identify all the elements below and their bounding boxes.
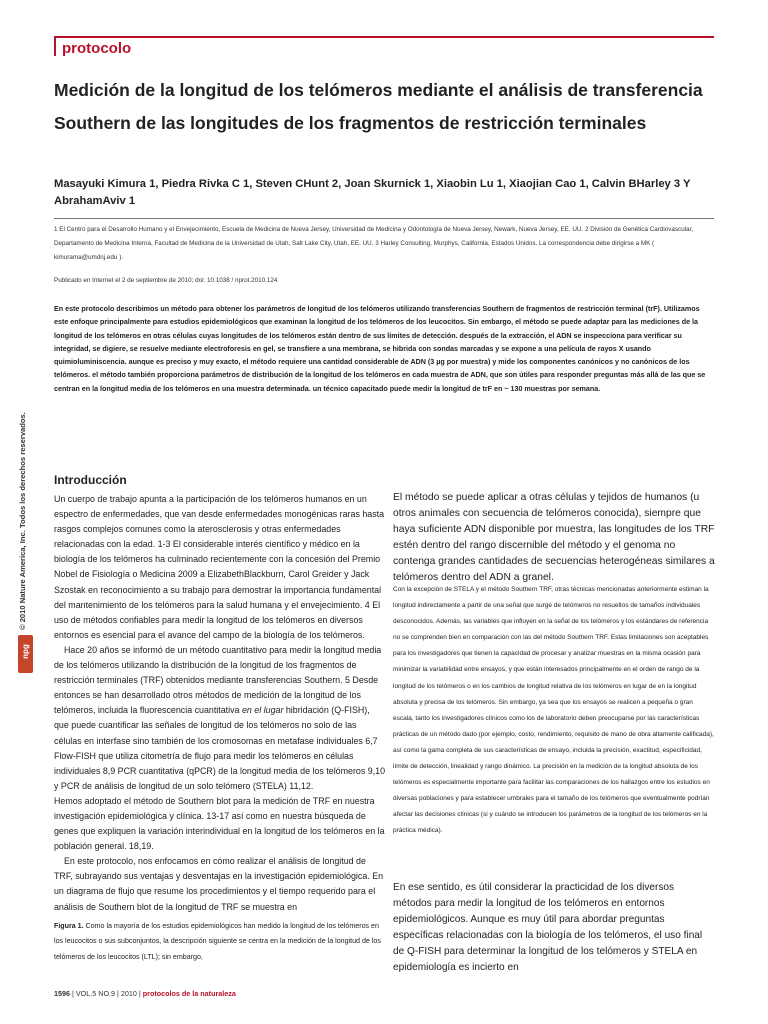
left-column <box>54 492 386 965</box>
introduction-heading: Introducción <box>54 473 127 487</box>
intro-paragraph-1: Un cuerpo de trabajo apunta a la participación de los telómeros humanos en un espectro de enfermedades, que van desde enfermedades monogénicas raras hasta rasgos complejos comunes como la aterosclerosis y otras enfermedades relacionadas con la edad. 1-3 El considerable interés científico y médico en la biología de los telómeros ha culminado recientemente con la concesión del Premio Nobel de Fisiología o Medicina 2009 a ElizabethBlackburn, Carol Greider y Jack Szostak en reconocimiento a su trabajo para demostrar la importancia fundamental del mantenimiento de los telómeros para la salud humana y el envejecimiento. 4 El uso de métodos confiables para medir la longitud de los telómeros en diversos entornos es esencial para el avance del campo de la biología de los telómeros. <box>54 494 385 640</box>
right-paragraph-1: El método se puede aplicar a otras células y tejidos de humanos (u otros animales con secuencia de telómeros conocida), siempre que haya suficiente ADN disponible por muestra, las longitudes de los TRF estén dentro del rango discernible del método y el genoma no contenga grandes cantidades de secuencias heterogéneas similares a telómeros dentro del ADN a granel. <box>393 492 715 583</box>
footer-year: 2010 <box>120 989 137 998</box>
right-paragraph-2: Con la excepción de STELA y el método Southern TRF, otras técnicas mencionadas anteriormente estiman la longitud indirectamente a partir de una señal que surge de telómeros no resueltos de tamaños individuales desconocidos. Además, las variables que influyen en la señal de los telómeros y los estándares de referencia no se comprenden bien en comparación con las del método Southern TRF. Estas limitaciones son aceptables para los investigadores que tienen la capacidad de procesar y analizar muestras en la misma ocasión para minimizar la variabilidad entre ensayos, y que están interesados principalmente en el orden de rango de la longitud de los telómeros o en los cambios de longitud relativa de los telómeros en lugar de en la longitud absoluta y precisa de los telómeros. Sin embargo, ya sea que los ensayos se realicen a pequeña o gran escala, tanto los investigadores clínicos como los de laboratorio deben preocuparse por las características prácticas de un método dado (por ejemplo, costo, rendimiento, requisito de mano de obra altamente calificada), así como la gama completa de sus características de ensayo, incluida la precisión, exactitud, especificidad, límite de detección, linealidad y rango dinámico. La precisión en la medición de la longitud absoluta de los telómeros es especialmente importante para facilitar las comparaciones de los hallazgos entre los estudios en diversas poblaciones y para establecer umbrales para el tamaño de los telómeros que eventualmente podrían afectar las decisiones clínicas (si y cuándo se introducen los parámetros de la longitud de los telómeros en la práctica médica). <box>393 586 714 835</box>
header-rule <box>54 36 714 38</box>
intro-paragraph-2-part-b: hibridación (Q-FISH), que puede cuantificar las señales de longitud de los telómeros no solo de las células en interfase sino también de los cromosomas en metafase individuales 6,7 Flow-FISH que utiliza citometría de flujo para medir los telómeros en células individuales 8,9 PCR cuantitativa (qPCR) de la longitud media de los telómeros 9,10 y PCR de análisis de longitud de un solo telómero (STELA) 11,12. <box>54 705 386 791</box>
page-number: 1596 <box>54 989 70 998</box>
npg-logo <box>18 635 33 673</box>
figure-caption <box>54 919 386 966</box>
footer-journal: protocolos de la naturaleza <box>142 989 236 998</box>
intro-paragraph-4: En este protocolo, nos enfocamos en cómo realizar el análisis de longitud de TRF, subrayando sus ventajas y desventajas en la investigación epidemiológica. En un diagrama de flujo que resume los procedimientos y el tiempo requerido para el análisis de Southern blot de la longitud de TRF se muestra en <box>54 856 384 912</box>
affiliation-rule <box>54 218 714 219</box>
right-paragraph-3: En ese sentido, es útil considerar la practicidad de los diversos métodos para medir la longitud de los telómeros en entornos epidemiológicos. Aunque es muy útil para abordar preguntas específicas relacionadas con la biología de los telómeros, el uso final de Q-FISH para determinar la longitud de los telómeros y STELA en epidemiología es incierto en <box>393 882 703 973</box>
footer-sep-1: | <box>72 989 76 998</box>
page-footer <box>54 989 236 998</box>
copyright-sidebar: © 2010 Nature America, Inc. Todos los derechos reservados. <box>18 412 27 630</box>
abstract: En este protocolo describimos un método para obtener los parámetros de longitud de los telómeros utilizando transferencias Southern de fragmentos de restricción terminal (trF). Utilizamos este enfoque principalmente para estudios epidemiológicos que examinan la longitud de los telómeros de los leucocitos. Sin embargo, el método se puede adaptar para las mediciones de la longitud de los telómeros en otras células cuyas longitudes de los telómeros están dentro de sus límites de detección. después de la extracción, el ADN se inspecciona para verificar su integridad, se digiere, se resuelve mediante electroforesis en gel, se transfiere a una membrana, se hibrida con sondas marcadas y se expone a una película de rayos X usando quimioluminiscencia. aunque es preciso y muy exacto, el método requiere una cantidad considerable de ADN (3 µg por muestra) y mide los componentes canónicos y no canónicos de los telómeros. el método también proporciona parámetros de distribución de la longitud de los telómeros en cada muestra de ADN, que son útiles para responder preguntas más allá de las que se centran en la longitud media de los telómeros en una muestra determinada. un técnico capacitado puede medir la longitud de trF en ~ 130 muestras por semana. <box>54 305 706 393</box>
section-label: protocolo <box>62 40 132 57</box>
npg-logo-text: npg <box>21 644 30 659</box>
footer-sep-2: | <box>117 989 121 998</box>
intro-paragraph-2-part-a: Hace 20 años se informó de un método cuantitativo para medir la longitud media de los telómeros utilizando la distribución de la longitud de los fragmentos de restricción terminales (TRF) obtenidos mediante transferencias Southern. 5 Desde entonces se han desarrollado otros métodos de medición de la longitud de los telómeros, incluida la fluorescencia cuantitativa <box>54 644 382 716</box>
intro-italic-term: en el lugar <box>241 705 284 716</box>
figure-caption-text: Como la mayoría de los estudios epidemiológicos han medido la longitud de los telómeros en los leucocitos o sus subconjuntos, la descripción siguiente se centra en la medición de la longitud de los telómeros de los leucocitos (LTL); sin embargo, <box>54 921 381 961</box>
intro-paragraph-3: Hemos adoptado el método de Southern blot para la medición de TRF en nuestra investigación epidemiológica y clínica. 13-17 así como en nuestra búsqueda de genes que expliquen la variación interindividual en la longitud de los telómeros en la población general. 18,19. <box>54 795 385 852</box>
header-rule-tick <box>54 36 56 56</box>
affiliations: 1 El Centro para el Desarrollo Humano y el Envejecimiento, Escuela de Medicina de Nueva Jersey, Universidad de Medicina y Odontología de Nueva Jersey, Newark, Nueva Jersey, EE. UU. 2 División de Genética Cardiovascular, Departamento de Medicina Interna, Facultad de Medicina de la Universidad de Utah, Salt Lake City, Utah, EE. UU. 3 Harley Consulting, Murphys, California, Estados Unidos. La correspondencia debe dirigirse a MK ( kimurama@umdnj.edu ). <box>54 226 694 261</box>
footer-sep-3: | <box>138 989 143 998</box>
footer-volume: VOL.5 NO.9 <box>75 989 116 998</box>
publication-info: Publicado en Internet el 2 de septiembre de 2010; doi: 10.1038 / nprot.2010.124 <box>54 277 278 284</box>
intro-paragraph-2 <box>54 643 386 794</box>
figure-caption-label: Figura 1. <box>54 921 84 930</box>
author-list: Masayuki Kimura 1, Piedra Rivka C 1, Steven CHunt 2, Joan Skurnick 1, Xiaobin Lu 1, Xiaojian Cao 1, Calvin BHarley 3 Y AbrahamAviv 1 <box>54 178 691 207</box>
article-title: Medición de la longitud de los telómeros mediante el análisis de transferencia Southern de las longitudes de los fragmentos de restricción terminales <box>54 80 703 133</box>
